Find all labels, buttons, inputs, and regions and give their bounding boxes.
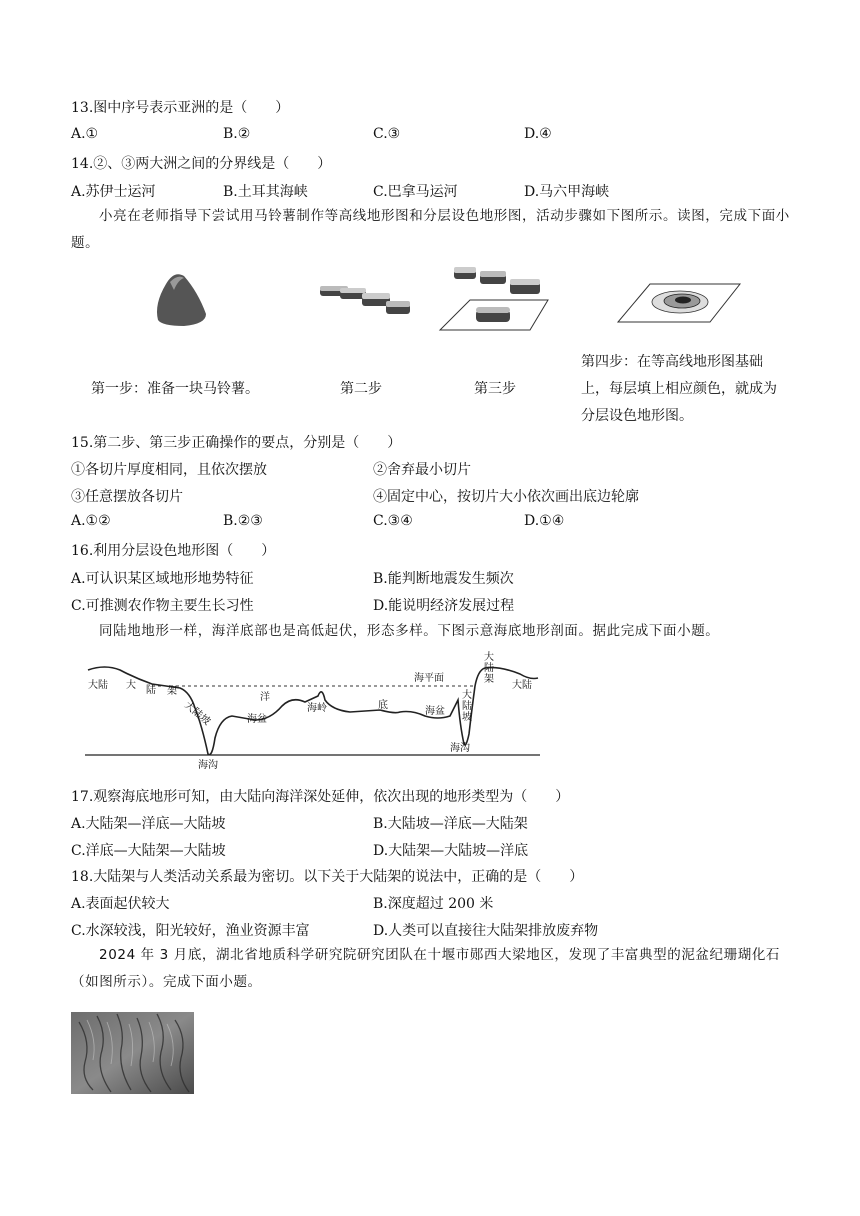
q17-option-c[interactable]: C.洋底—大陆架—大陆坡 <box>71 843 226 859</box>
label-land-right: 大陆 <box>512 680 532 691</box>
q18-option-d[interactable]: D.人类可以直接往大陆架排放废弃物 <box>373 923 599 939</box>
q17-option-b[interactable]: B.大陆坡—洋底—大陆架 <box>373 816 528 832</box>
coral-fossil-photo <box>71 1012 194 1094</box>
q18-option-a[interactable]: A.表面起伏较大 <box>71 896 170 912</box>
seafloor-profile-diagram <box>60 648 550 774</box>
q14-option-d[interactable]: D.马六甲海峡 <box>524 184 610 200</box>
q16-option-d[interactable]: D.能说明经济发展过程 <box>373 598 515 614</box>
label-slope-right-vertical <box>462 688 472 723</box>
q18-option-c[interactable]: C.水深较浅，阳光较好，渔业资源丰富 <box>71 923 310 939</box>
q15-item-4: ④固定中心，按切片大小依次画出底边轮廓 <box>373 489 639 505</box>
label-shelf-right-vertical <box>484 650 494 685</box>
intro-paragraph-seafloor: 同陆地地形一样，海洋底部也是高低起伏，形态多样。下图示意海底地形剖面。据此完成下面小题。 <box>99 623 720 639</box>
q17-stem: 17.观察海底地形可知，由大陆向海洋深处延伸，依次出现的地形类型为（ ） <box>71 789 570 805</box>
q16-option-a[interactable]: A.可认识某区域地形地势特征 <box>71 571 254 587</box>
q17-option-a[interactable]: A.大陆架—洋底—大陆坡 <box>71 816 226 832</box>
q13-option-c[interactable]: C.③ <box>373 126 401 142</box>
potato-slices-icon <box>320 286 410 314</box>
q15-item-1: ①各切片厚度相同，且依次摆放 <box>71 462 267 478</box>
label-basin-right: 海盆 <box>425 706 445 717</box>
svg-text:坡: 坡 <box>462 712 472 723</box>
label-da: 大 <box>126 680 136 691</box>
svg-text:大: 大 <box>462 690 472 701</box>
step2-caption: 第二步 <box>340 381 382 397</box>
label-basin-left: 海盆 <box>247 714 267 725</box>
q14-option-b[interactable]: B.土耳其海峡 <box>223 184 308 200</box>
label-sea-level: 海平面 <box>414 673 444 684</box>
svg-text:陆: 陆 <box>462 701 472 712</box>
q14-stem: 14.②、③两大洲之间的分界线是（ ） <box>71 156 332 172</box>
q16-option-b[interactable]: B.能判断地震发生频次 <box>373 571 514 587</box>
q15-stem: 15.第二步、第三步正确操作的要点，分别是（ ） <box>71 435 402 451</box>
label-trench-left: 海沟 <box>198 760 218 771</box>
q15-option-c[interactable]: C.③④ <box>373 513 413 529</box>
q15-option-d[interactable]: D.①④ <box>524 513 565 529</box>
svg-text:大: 大 <box>484 652 494 663</box>
potato-icon <box>157 274 206 326</box>
step4-caption-line3: 分层设色地形图。 <box>581 408 693 424</box>
intro-paragraph-coral: 2024 年 3 月底，湖北省地质科学研究院研究团队在十堰市郧西大梁地区，发现了丰富典型的泥盆纪珊瑚化石（如图所示）。完成下面小题。 <box>71 947 781 990</box>
label-di: 底 <box>378 700 388 711</box>
q14-option-a[interactable]: A.苏伊士运河 <box>71 184 156 200</box>
label-yang: 洋 <box>260 692 270 703</box>
intro-paragraph-potato: 小亮在老师指导下尝试用马铃薯制作等高线地形图和分层设色地形图，活动步骤如下图所示。读图，完成下面小题。 <box>71 208 790 251</box>
svg-text:陆: 陆 <box>484 663 494 674</box>
q13-option-b[interactable]: B.② <box>223 126 251 142</box>
q16-stem: 16.利用分层设色地形图（ ） <box>71 543 276 559</box>
q15-item-2: ②舍弃最小切片 <box>373 462 471 478</box>
q13-option-d[interactable]: D.④ <box>524 126 552 142</box>
label-jia: 架 <box>167 686 177 697</box>
svg-text:架: 架 <box>484 674 494 685</box>
label-land-left: 大陆 <box>88 680 108 691</box>
layered-color-map-icon <box>618 284 740 322</box>
q15-option-b[interactable]: B.②③ <box>223 513 263 529</box>
step4-caption-line1: 第四步：在等高线地形图基础 <box>581 354 763 370</box>
label-ridge: 海岭 <box>307 703 327 714</box>
q17-option-d[interactable]: D.大陆架—大陆坡—洋底 <box>373 843 529 859</box>
q15-item-3: ③任意摆放各切片 <box>71 489 183 505</box>
q15-option-a[interactable]: A.①② <box>71 513 111 529</box>
potato-steps-figure <box>140 262 760 332</box>
label-slope-left: 大陆坡 <box>182 699 213 728</box>
label-lu: 陆 <box>146 685 156 696</box>
q18-option-b[interactable]: B.深度超过 200 米 <box>373 896 494 912</box>
step4-caption-line2: 上，每层填上相应颜色，就成为 <box>581 381 777 397</box>
step3-caption: 第三步 <box>474 381 516 397</box>
q13-stem: 13.图中序号表示亚洲的是（ ） <box>71 100 290 116</box>
q16-option-c[interactable]: C.可推测农作物主要生长习性 <box>71 598 254 614</box>
q14-option-c[interactable]: C.巴拿马运河 <box>373 184 458 200</box>
potato-outline-board-icon <box>440 267 548 330</box>
q18-stem: 18.大陆架与人类活动关系最为密切。以下关于大陆架的说法中，正确的是（ ） <box>71 869 584 885</box>
label-trench-right: 海沟 <box>450 743 470 754</box>
step1-caption: 第一步：准备一块马铃薯。 <box>91 381 259 397</box>
q13-option-a[interactable]: A.① <box>71 126 99 142</box>
